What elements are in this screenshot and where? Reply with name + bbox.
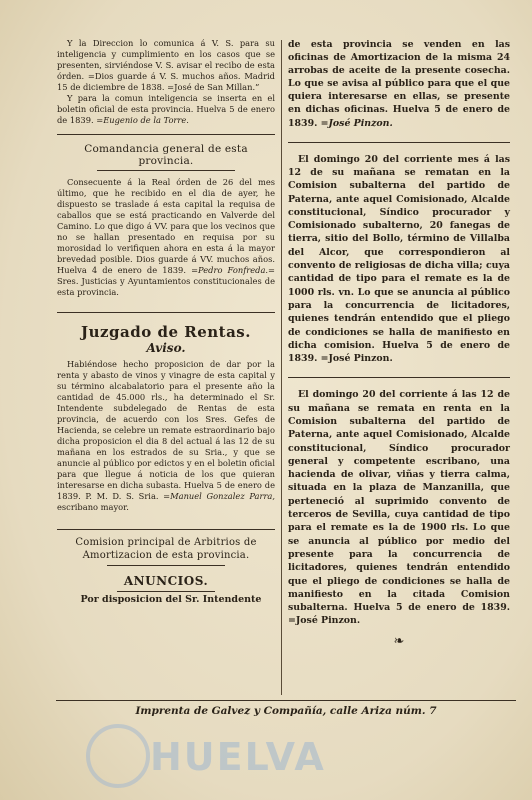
section-divider bbox=[288, 142, 510, 143]
signature-fonfreda: Pedro Fonfreda. bbox=[198, 265, 269, 275]
library-stamp-emblem bbox=[86, 724, 150, 788]
right-column bbox=[288, 38, 510, 649]
aviso-paragraph-2: El domingo 20 del corriente á las 12 de su mañana se remata en renta en la Comision subalterna del partido de Paterna, ante aquel Comisionado, Alcalde constitucional, Síndico procurador general y competente escribano, una hacienda de olivar, viñas y tierra calma, situada en la plaza de Manzanilla, que perteneció al suprimido convento de terceros de Sevilla, cuya cantidad de tipo para el remate es la de 1900 rls. Lo que se anuncia al público por medio del presente para la concurrencia de licitadores, quienes tendrán entendido que el pliego de condiciones se halla de manifiesto en la citada Comision subalterna. Huelva 5 de enero de 1839. =José Pinzon. bbox=[288, 389, 510, 627]
printer-imprint: Imprenta de Galvez y Compañía, calle Ariza núm. 7 bbox=[56, 700, 516, 717]
section-divider bbox=[57, 134, 275, 135]
comision-heading: Comision principal de Arbitrios de Amortizacion de esta provincia. bbox=[75, 537, 257, 561]
heading-underline bbox=[107, 565, 225, 566]
intro-paragraph-1: Y la Direccion lo comunica á V. S. para su inteligencia y cumplimiento en los casos que se presenten, sirviéndose V. S. avisar el recibo de esta órden. =Dios guarde á V. S. muchos años. Madrid 15 de diciembre de 1838. =José de San Millan.” bbox=[57, 38, 275, 92]
signature-gonzalez: Manuel Gonzalez Parra, bbox=[170, 491, 276, 501]
heading-underline bbox=[97, 170, 235, 171]
column-rule bbox=[281, 40, 282, 695]
aviso-paragraph-1: El domingo 20 del corriente mes á las 12 de su mañana se rematan en la Comision subalterna del partido de Paterna, ante aquel Comisionado, Alcalde constitucional, Síndico procurador y Comisionado subalterno, 20 fanegas de tierra, sitio del Bollo, término de Villalba del Alcor, que correspondieron al convento de religiosas de dicha villa; cuya cantidad de tipo para el remate es la de 1000 rls. vn. Lo que se anuncia al público para la concurrencia de licitadores, quienes tendrán entendido que el pliego de condiciones se halla de manifiesto en dicha comision. Huelva 5 de enero de 1839. =José Pinzon. bbox=[288, 153, 510, 365]
left-column bbox=[57, 38, 275, 605]
intro-paragraph-2: Y para la comun inteligencia se inserta en el boletin oficial de esta provincia. Huelva 5 de enero de 1839. =Eugenio de la Torre. bbox=[57, 93, 275, 125]
section-divider bbox=[57, 529, 275, 530]
juzgado-paragraph: Habiéndose hecho proposicion de dar por la renta y abasto de vinos y vinagre de esta capital y su término alcabalatorio para el presente año la cantidad de 45.000 rls., ha determinado el Sr. Intendente subdelegado de Rentas de esta provincia, de acuerdo con los Sres. Gefes de Hacienda, se celebre un remate estraordinario bajo dicha proposicion el dia 8 del actual á las 12 de su mañana en los estrados de su Sria., y que se anuncie al público por edictos y en el boletin oficial para que llegue á noticia de los que quieran interesarse en dicha subasta. Huelva 5 de enero de 1839. P. M. D. S. Sria. =Manuel Gonzalez Parra, escribano mayor. bbox=[57, 359, 276, 512]
comandancia-paragraph: Consecuente á la Real órden de 26 del mes último, que he recibido en el dia de ayer, he dispuesto se traslade á esta capital la requisa de caballos que se está practicando en Valverde del Camino. Lo que digo á VV. para que los vecinos que no se hallan presentado en requisa por su morosidad lo verifiquen ahora en esta á la mayor brevedad posible. Dios guarde á VV. muchos años. Huelva 4 de enero de 1839. =Pedro Fonfreda.= Sres. Justicias y Ayuntamientos constitucionales de esta provincia. bbox=[57, 177, 275, 297]
juzgado-title: Juzgado de Rentas. bbox=[81, 323, 251, 341]
heading-underline bbox=[117, 591, 215, 592]
library-stamp-text: HUELVA bbox=[150, 735, 326, 779]
section-divider bbox=[288, 377, 510, 378]
fleuron-ornament: ❧ bbox=[393, 633, 405, 649]
continuation-paragraph: de esta provincia se venden en las oficinas de Amortizacion de la misma 24 arrobas de aceite de la presente cosecha. Lo que se avisa al público para que el que quiera interesarse en ellas, se presente en dichas oficinas. Huelva 5 de enero de 1839. =José Pinzon. bbox=[288, 39, 510, 129]
anuncios-title: ANUNCIOS. bbox=[123, 574, 209, 588]
anuncios-first-line: Por disposicion del Sr. Intendente bbox=[80, 594, 262, 605]
comandancia-heading: Comandancia general de esta provincia. bbox=[84, 143, 248, 167]
section-divider bbox=[57, 312, 275, 313]
signature-pinzon: José Pinzon. bbox=[328, 117, 393, 129]
signature-torre: Eugenio de la Torre. bbox=[103, 115, 189, 125]
aviso-subtitle: Aviso. bbox=[146, 341, 186, 355]
